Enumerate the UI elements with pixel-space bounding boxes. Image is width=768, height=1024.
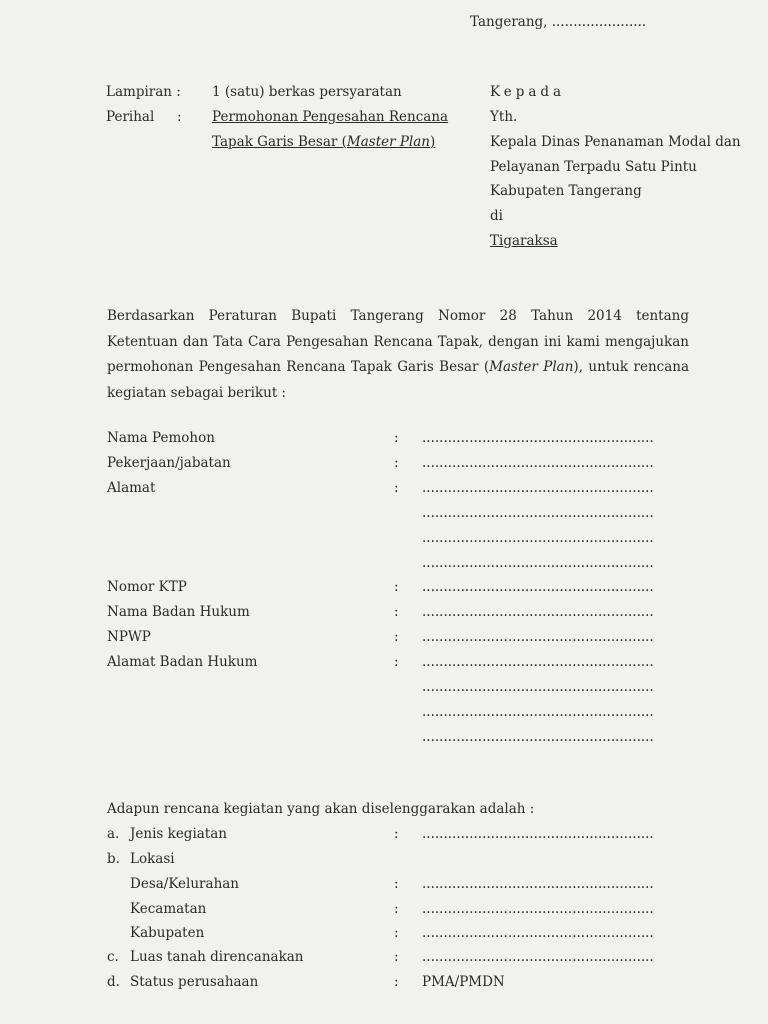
field-nama-badan-hukum-blank[interactable]: ...................................................... xyxy=(422,604,654,620)
field-alamat-blank-4[interactable]: ...................................................... xyxy=(422,555,654,571)
item-d-label: Status perusahaan xyxy=(130,974,259,990)
item-a-marker: a. xyxy=(107,826,120,842)
item-c-blank[interactable]: ...................................................... xyxy=(422,949,654,965)
item-a-blank[interactable]: ...................................................... xyxy=(422,826,654,842)
field-colon: : xyxy=(394,430,399,446)
field-colon: : xyxy=(394,826,399,842)
recipient-line-3: Kabupaten Tangerang xyxy=(490,183,642,199)
kabupaten-blank[interactable]: ...................................................... xyxy=(422,925,654,941)
item-d-value: PMA/PMDN xyxy=(422,974,505,990)
kecamatan-label: Kecamatan xyxy=(130,901,207,917)
recipient-city: Tigaraksa xyxy=(490,233,558,249)
field-colon: : xyxy=(394,925,399,941)
recipient-di: di xyxy=(490,208,503,224)
field-npwp-label: NPWP xyxy=(107,629,151,645)
field-colon: : xyxy=(394,579,399,595)
item-a-label: Jenis kegiatan xyxy=(130,826,227,842)
field-alamat-label: Alamat xyxy=(107,480,156,496)
field-alamat-badan-hukum-blank-1[interactable]: ...................................................... xyxy=(422,654,654,670)
field-nama-badan-hukum-label: Nama Badan Hukum xyxy=(107,604,250,620)
activity-intro: Adapun rencana kegiatan yang akan diselenggarakan adalah : xyxy=(107,801,535,817)
yth-label: Yth. xyxy=(490,109,518,125)
item-b-label: Lokasi xyxy=(130,851,175,867)
body-paragraph xyxy=(107,304,689,406)
lampiran-value: 1 (satu) berkas persyaratan xyxy=(212,84,402,100)
desa-blank[interactable]: ...................................................... xyxy=(422,876,654,892)
field-colon: : xyxy=(394,455,399,471)
perihal-line-1: Permohonan Pengesahan Rencana xyxy=(212,109,449,125)
item-b-marker: b. xyxy=(107,851,120,867)
field-alamat-badan-hukum-blank-3[interactable]: ...................................................... xyxy=(422,704,654,720)
field-alamat-badan-hukum-blank-2[interactable]: ...................................................... xyxy=(422,679,654,695)
field-nama-pemohon-label: Nama Pemohon xyxy=(107,430,215,446)
item-c-label: Luas tanah direncanakan xyxy=(130,949,304,965)
perihal-label: Perihal xyxy=(106,109,155,125)
field-colon: : xyxy=(394,654,399,670)
field-alamat-badan-hukum-blank-4[interactable]: ...................................................... xyxy=(422,729,654,745)
body-line-3: permohonan Pengesahan Rencana Tapak Garis Besar (Master Plan), untuk rencana xyxy=(107,359,689,375)
field-alamat-blank-1[interactable]: ...................................................... xyxy=(422,480,654,496)
field-colon: : xyxy=(394,480,399,496)
field-colon: : xyxy=(394,629,399,645)
field-colon: : xyxy=(394,974,399,990)
field-alamat-badan-hukum-label: Alamat Badan Hukum xyxy=(107,654,258,670)
kecamatan-blank[interactable]: ...................................................... xyxy=(422,901,654,917)
field-colon: : xyxy=(394,876,399,892)
desa-label: Desa/Kelurahan xyxy=(130,876,240,892)
field-npwp-blank[interactable]: ...................................................... xyxy=(422,629,654,645)
kepada-label: Kepada xyxy=(490,84,566,100)
perihal-colon: : xyxy=(177,109,182,125)
field-colon: : xyxy=(394,949,399,965)
recipient-line-2: Pelayanan Terpadu Satu Pintu xyxy=(490,159,697,175)
field-nama-pemohon-blank[interactable]: ...................................................... xyxy=(422,430,654,446)
field-alamat-blank-2[interactable]: ...................................................... xyxy=(422,505,654,521)
body-line-2: Ketentuan dan Tata Cara Pengesahan Rencana Tapak, dengan ini kami mengajukan xyxy=(107,333,689,350)
perihal-line-2: Tapak Garis Besar (Master Plan) xyxy=(212,134,436,150)
field-alamat-blank-3[interactable]: ...................................................... xyxy=(422,530,654,546)
place-date: Tangerang, ...................... xyxy=(470,14,647,30)
field-colon: : xyxy=(394,901,399,917)
field-pekerjaan-blank[interactable]: ...................................................... xyxy=(422,455,654,471)
field-nomor-ktp-blank[interactable]: ...................................................... xyxy=(422,579,654,595)
field-colon: : xyxy=(394,604,399,620)
lampiran-label: Lampiran : xyxy=(106,84,181,100)
field-pekerjaan-label: Pekerjaan/jabatan xyxy=(107,455,231,471)
recipient-line-1: Kepala Dinas Penanaman Modal dan xyxy=(490,134,741,150)
field-nomor-ktp-label: Nomor KTP xyxy=(107,579,187,595)
kabupaten-label: Kabupaten xyxy=(130,925,205,941)
item-c-marker: c. xyxy=(107,949,119,965)
body-line-1: Berdasarkan Peraturan Bupati Tangerang Nomor 28 Tahun 2014 tentang xyxy=(107,308,689,324)
body-line-4: kegiatan sebagai berikut : xyxy=(107,384,287,401)
item-d-marker: d. xyxy=(107,974,120,990)
